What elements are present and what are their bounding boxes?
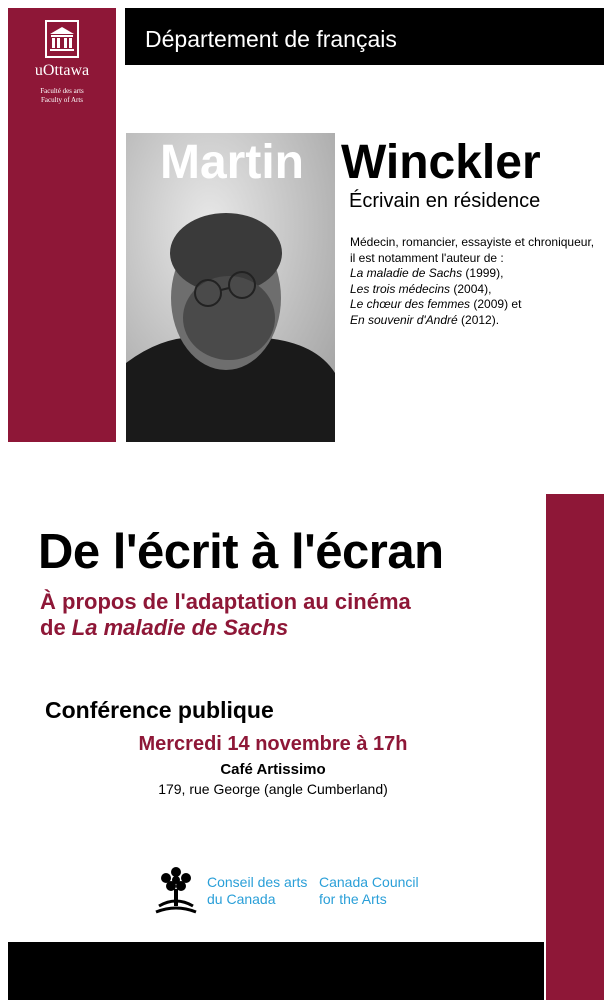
topic-prefix: de [40,615,72,640]
book-year: (2012). [457,312,500,327]
bio-book [350,313,600,329]
book-title: En souvenir d'André [350,312,458,327]
topic-line-1: À propos de l'adaptation au cinéma [40,589,411,614]
author-bio [350,235,600,328]
council-en-line-1: Canada Council [319,874,419,890]
event-title: De l'écrit à l'écran [38,525,444,579]
event-datetime: Mercredi 14 novembre à 17h [138,733,408,755]
right-brand-column [546,494,604,1000]
topic-book-title: La maladie de Sachs [71,615,289,640]
event-venue: Café Artissimo [220,761,326,778]
department-name: Département de français [145,26,397,52]
bio-book [350,266,600,282]
council-en-line-2: for the Arts [319,891,387,907]
author-role: Écrivain en résidence [349,190,541,212]
book-title: Les trois médecins [350,281,451,296]
canada-council-tree-icon [153,864,199,914]
book-year: (1999), [462,266,504,280]
bio-intro: Médecin, romancier, essayiste et chroniqueur, il est notamment l'auteur de : [350,235,595,265]
event-topic [40,589,411,641]
author-last-name: Winckler [341,136,541,189]
bio-book [350,282,600,298]
author-first-name: Martin [160,136,304,189]
book-year: (2009) et [470,297,522,311]
council-fr-line-2: du Canada [207,891,276,907]
book-title: La maladie de Sachs [350,266,463,280]
university-name: uOttawa [34,62,90,79]
faculty-en: Faculty of Arts [41,96,83,104]
council-name-fr [207,874,307,908]
bio-book [350,297,600,313]
event-address: 179, rue George (angle Cumberland) [158,781,388,797]
council-fr-line-1: Conseil des arts [207,874,308,890]
book-title: Le chœur des femmes [350,297,471,311]
faculty-fr: Faculté des arts [40,87,84,95]
topic-line-2 [40,615,411,641]
faculty-label [8,87,116,105]
event-type: Conférence publique [45,697,274,723]
book-year: (2004), [450,281,492,296]
uottawa-building-logo [45,20,79,58]
footer-bar [8,942,544,1000]
council-name-en [319,874,419,908]
